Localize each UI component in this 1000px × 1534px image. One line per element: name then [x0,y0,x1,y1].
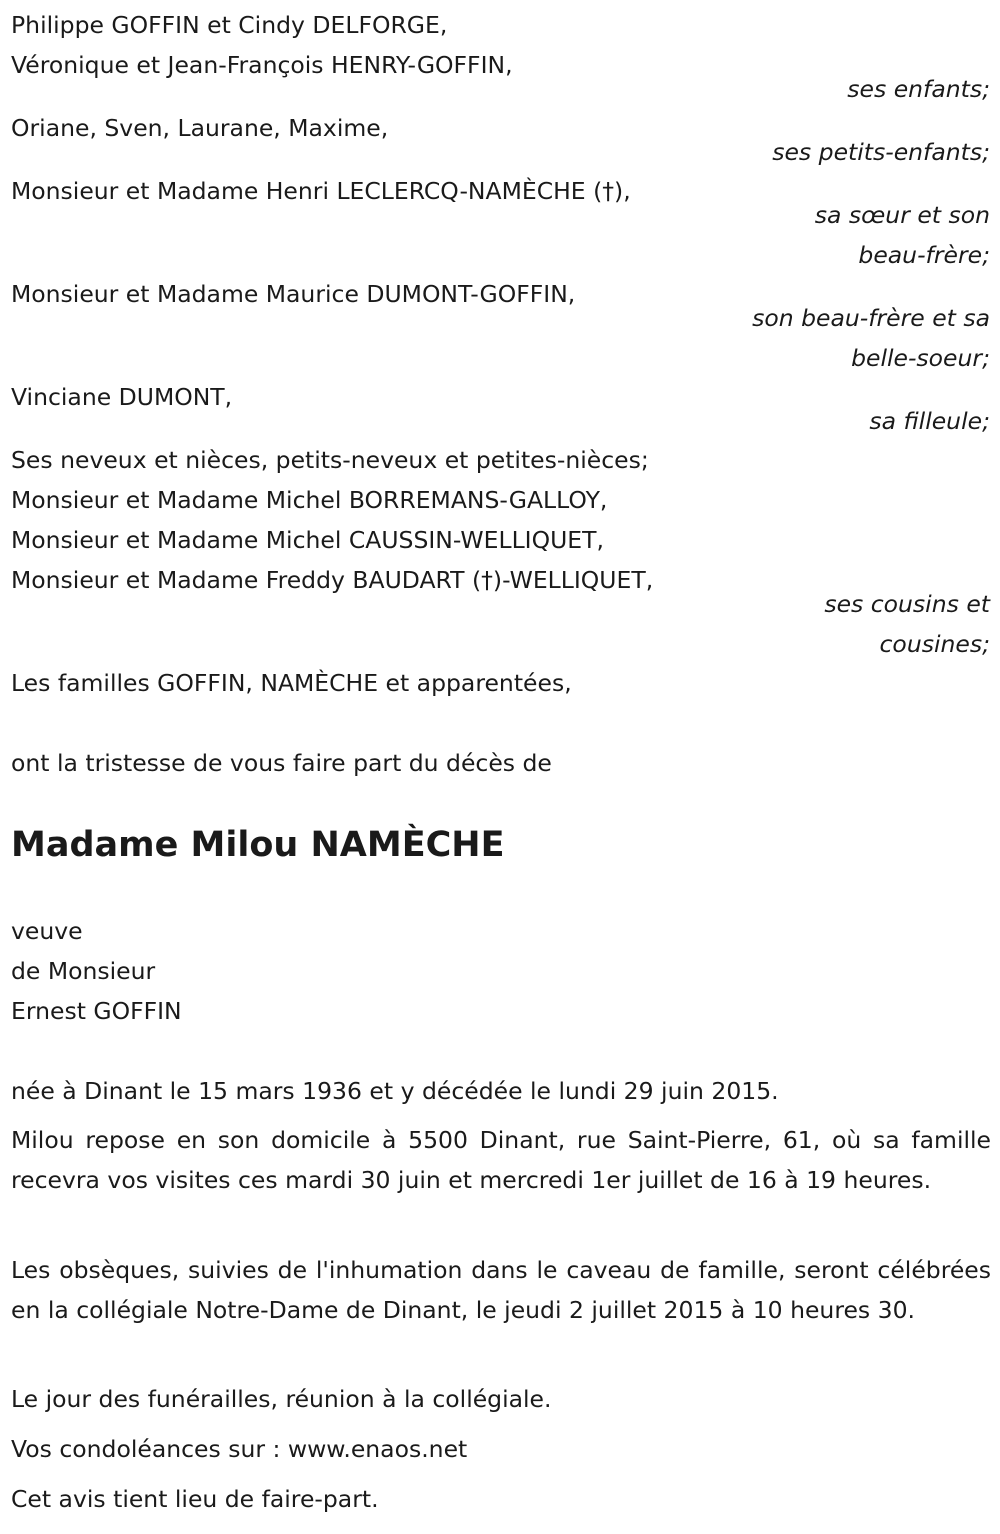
relation-label: son beau-frère et sa [752,304,990,332]
relation-label: cousines; [879,630,990,658]
family-name-line: Philippe GOFFIN et Cindy DELFORGE, [11,11,448,39]
visitation-paragraph: Milou repose en son domicile à 5500 Dinant, rue Saint-Pierre, 61, où sa famille recevra vos visites ces mardi 30 juin et mercredi 1er juillet de 16 à 19 heures. [11,1126,991,1194]
relation-label: sa filleule; [869,407,990,435]
notice-paragraph: Cet avis tient lieu de faire-part. [11,1485,379,1513]
relation-label: beau-frère; [858,241,990,269]
family-name-line: Monsieur et Madame Maurice DUMONT-GOFFIN, [11,280,576,308]
family-name-line: Monsieur et Madame Henri LECLERCQ-NAMÈCHE (†), [11,177,631,205]
birth-death-paragraph: née à Dinant le 15 mars 1936 et y décédée le lundi 29 juin 2015. [11,1077,779,1105]
families-line: Les familles GOFFIN, NAMÈCHE et apparentées, [11,669,572,697]
condolences-paragraph: Vos condoléances sur : www.enaos.net [11,1435,468,1463]
widow-line: veuve [11,917,83,945]
announcement-line: ont la tristesse de vous faire part du décès de [11,749,552,777]
relation-label: sa sœur et son [814,201,990,229]
relation-label: ses petits-enfants; [772,138,990,166]
family-name-line: Ses neveux et nièces, petits-neveux et petites-nièces; [11,446,649,474]
family-name-line: Monsieur et Madame Michel BORREMANS-GALLOY, [11,486,608,514]
relation-label: ses enfants; [847,75,990,103]
deceased-name: Madame Milou NAMÈCHE [11,825,505,865]
widow-line: Ernest GOFFIN [11,997,182,1025]
family-name-line: Monsieur et Madame Freddy BAUDART (†)-WELLIQUET, [11,566,654,594]
relation-label: belle-soeur; [851,344,990,372]
funeral-paragraph: Les obsèques, suivies de l'inhumation dans le caveau de famille, seront célébrées en la collégiale Notre-Dame de Dinant, le jeudi 2 juillet 2015 à 10 heures 30. [11,1256,991,1324]
relation-label: ses cousins et [824,590,990,618]
family-name-line: Vinciane DUMONT, [11,383,233,411]
family-name-line: Oriane, Sven, Laurane, Maxime, [11,114,389,142]
widow-line: de Monsieur [11,957,156,985]
gathering-paragraph: Le jour des funérailles, réunion à la collégiale. [11,1385,552,1413]
family-name-line: Véronique et Jean-François HENRY-GOFFIN, [11,51,513,79]
family-name-line: Monsieur et Madame Michel CAUSSIN-WELLIQUET, [11,526,604,554]
